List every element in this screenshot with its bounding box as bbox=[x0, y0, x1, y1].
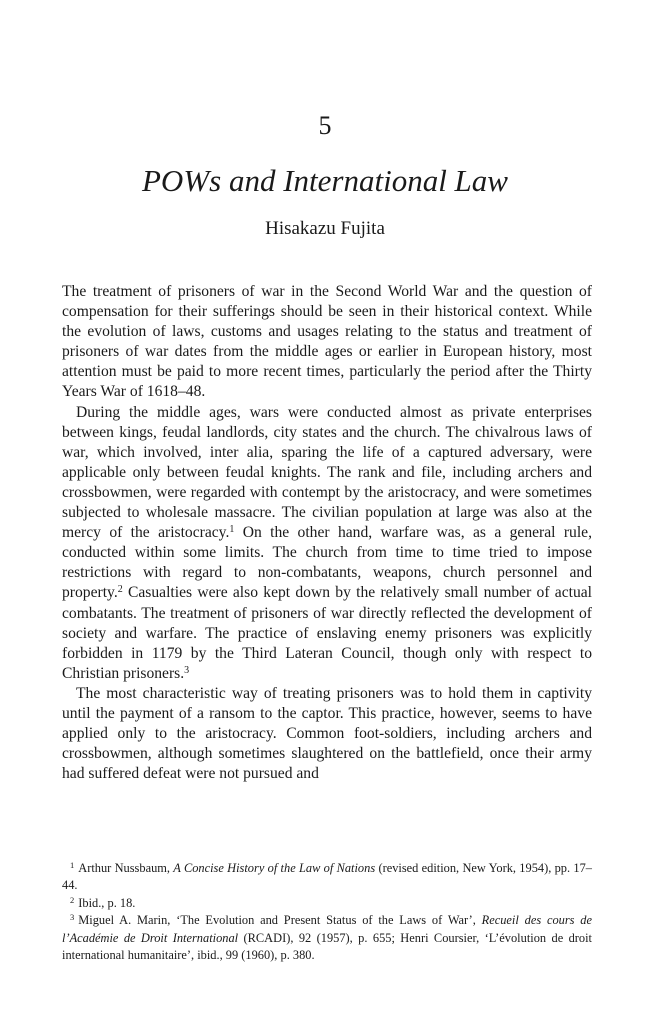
footnote-text: Arthur Nussbaum, bbox=[78, 861, 174, 875]
footnote-1 bbox=[62, 860, 592, 895]
footnote-text: (revised edition, New York, 1954), pp. 17–44. bbox=[62, 861, 592, 893]
footnote-reference-3[interactable]: 3 bbox=[184, 664, 190, 676]
paragraph-2-text-a: During the middle ages, wars were conducted almost as private enterprises between kings, feudal landlords, city states and the church. The chivalrous laws of war, which involved, inter alia, sparing the life of a captured adversary, were applicable only between feudal knights. The rank and file, including archers and crossbowmen, were regarded with contempt by the aristocracy, and were sometimes subjected to wholesale massacre. The civilian population at large was also at the mercy of the aristocracy. bbox=[62, 403, 592, 542]
paragraph-2 bbox=[62, 403, 592, 684]
footnote-text: Ibid., p. 18. bbox=[78, 895, 136, 910]
footnote-italic-title: A Concise History of the Law of Nations bbox=[173, 861, 376, 875]
footnote-number: 2 bbox=[70, 894, 75, 905]
footnotes bbox=[62, 860, 592, 964]
paragraph-1: The treatment of prisoners of war in the Second World War and the question of compensation for their sufferings should be seen in their historical context. While the evolution of laws, customs and usages relating to the status and treatment of prisoners of war dates from the middle ages or earlier in European history, most attention must be paid to more recent times, particularly the period after the Thirty Years War of 1618–48. bbox=[62, 283, 592, 401]
footnote-number: 1 bbox=[70, 860, 75, 870]
chapter-title: POWs and International Law bbox=[142, 163, 508, 198]
footnote-reference-1[interactable]: 1 bbox=[229, 524, 235, 536]
footnote-text: Miguel A. Marin, ‘The Evolution and Present Status of the Laws of War’, bbox=[78, 913, 482, 928]
footnote-italic-title: Recueil des cours de l’Académie de Droit International bbox=[62, 913, 592, 945]
chapter-number: 5 bbox=[318, 111, 332, 140]
footnote-2 bbox=[62, 895, 592, 912]
footnote-number: 3 bbox=[70, 912, 75, 923]
paragraph-2-text-c: Casualties were also kept down by the relatively small number of actual combatants. The treatment of prisoners of war directly reflected the development of society and warfare. The practice of enslaving enemy prisoners was explicitly forbidden in 1179 by the Third Lateran Council, though only with respect to Christian prisoners. bbox=[62, 584, 592, 682]
footnote-reference-2[interactable]: 2 bbox=[117, 584, 123, 596]
chapter-author: Hisakazu Fujita bbox=[265, 218, 385, 239]
footnote-text: (RCADI), 92 (1957), p. 655; Henri Coursier, ‘L’évolution de droit international humanitaire’, ibid., 99 (1960), p. 380. bbox=[62, 930, 593, 963]
footnote-3 bbox=[62, 912, 592, 964]
paragraph-2-text-b: On the other hand, warfare was, as a general rule, conducted within some limits. The church from time to time tried to impose restrictions with regard to non-combatants, weapons, church personnel and property. bbox=[62, 524, 592, 602]
body-text bbox=[62, 282, 592, 784]
paragraph-3: The most characteristic way of treating prisoners was to hold them in captivity until the payment of a ransom to the captor. This practice, however, seems to have applied only to the aristocracy. Common foot-soldiers, including archers and crossbowmen, although sometimes slaughtered on the battlefield, once their army had suffered defeat were not pursued and bbox=[62, 684, 592, 783]
